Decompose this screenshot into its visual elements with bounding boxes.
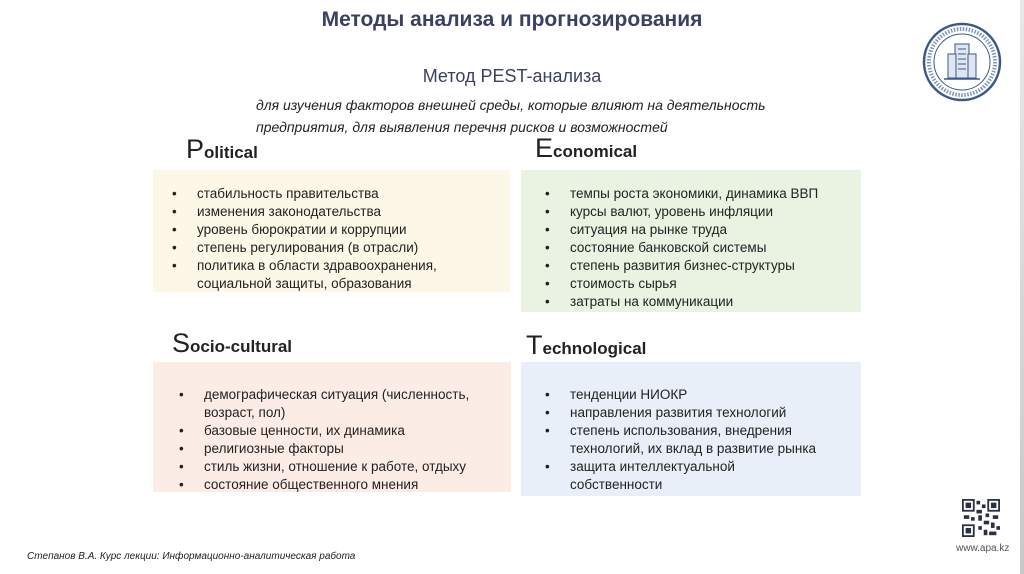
heading-tech-rest: echnological	[542, 339, 647, 358]
list-item: • религиозные факторы	[179, 440, 511, 458]
list-item: • защита интеллектуальной собственности	[545, 458, 770, 494]
heading-technological	[526, 330, 646, 361]
socio-cultural-box	[153, 362, 511, 492]
list-item: • стабильность правительства	[172, 185, 510, 203]
description-line: для изучения факторов внешней среды, которые влияют на деятельность	[256, 97, 766, 113]
list-item: • курсы валют, уровень инфляции	[545, 203, 861, 221]
list-item: • направления развития технологий	[545, 404, 861, 422]
method-description	[256, 94, 836, 138]
heading-economical	[535, 133, 637, 164]
list-item: • затраты на коммуникации	[545, 293, 861, 311]
economical-list	[545, 185, 861, 311]
heading-political-rest: olitical	[204, 143, 258, 162]
heading-social-rest: ocio-cultural	[190, 337, 293, 356]
heading-political	[186, 134, 258, 165]
economical-box	[521, 170, 861, 312]
list-item: • темпы роста экономики, динамика ВВП	[545, 185, 861, 203]
academy-seal-icon	[922, 22, 1002, 102]
page-title: Методы анализа и прогнозирования	[321, 8, 703, 31]
heading-economical-initial: E	[535, 133, 554, 163]
heading-economical-rest: conomical	[553, 142, 638, 161]
list-item: • состояние банковской системы	[545, 239, 861, 257]
page-subtitle: Метод PEST-анализа	[422, 66, 602, 86]
list-item: • изменения законодательства	[172, 203, 510, 221]
list-item: • уровень бюрократии и коррупции	[172, 221, 510, 239]
socio-cultural-list	[179, 386, 511, 494]
list-item: • политика в области здравоохранения, социальной защиты, образования	[172, 257, 482, 293]
list-item: • степень регулирования (в отрасли)	[172, 239, 510, 257]
technological-box	[521, 362, 861, 496]
list-item: • базовые ценности, их динамика	[179, 422, 511, 440]
website-url: www.apa.kz	[956, 543, 1010, 554]
political-list	[172, 185, 510, 293]
list-item: • ситуация на рынке труда	[545, 221, 861, 239]
list-item: • тенденции НИОКР	[545, 386, 861, 404]
list-item: • степень развития бизнес-структуры	[545, 257, 861, 275]
list-item: • стоимость сырья	[545, 275, 861, 293]
qr-code-icon	[962, 499, 1000, 537]
description-line: предприятия, для выявления перечня рисков и возможностей	[256, 119, 668, 135]
heading-political-initial: P	[186, 134, 205, 164]
list-item: • состояние общественного мнения	[179, 476, 511, 494]
footer-author: Степанов В.А. Курс лекции: Информационно-аналитическая работа	[27, 551, 356, 562]
heading-socio-cultural	[172, 328, 292, 359]
political-box	[153, 170, 510, 292]
technological-list	[545, 386, 861, 494]
list-item: • стиль жизни, отношение к работе, отдыху	[179, 458, 511, 476]
heading-social-initial: S	[172, 328, 191, 358]
list-item: • демографическая ситуация (численность, возраст, пол)	[179, 386, 504, 422]
list-item: • степень использования, внедрения технологий, их вклад в развитие рынка	[545, 422, 850, 458]
heading-tech-initial: T	[526, 330, 543, 360]
